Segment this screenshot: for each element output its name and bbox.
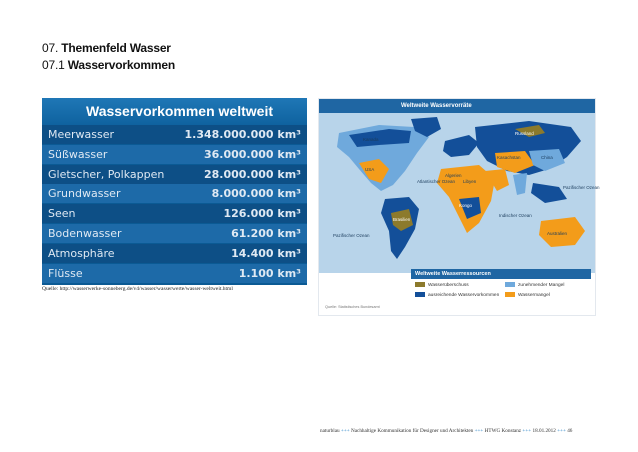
row-label: Flüsse <box>48 266 83 280</box>
row-value: 1.100 km³ <box>238 266 301 280</box>
row-value: 1.348.000.000 km³ <box>184 128 301 141</box>
row-label: Grundwasser <box>48 187 121 201</box>
legend-label: zunehmender Mangel <box>518 282 565 288</box>
footer-separator: +++ <box>557 428 566 434</box>
water-table <box>42 98 307 285</box>
table-row <box>42 244 307 263</box>
label-kongo: Kongo <box>459 203 473 208</box>
table-title: Wasservorkommen weltweit <box>42 98 307 125</box>
table-row <box>42 264 307 283</box>
section-title: Themenfeld Wasser <box>61 41 171 55</box>
subsection-heading <box>42 58 175 72</box>
legend-swatch <box>415 292 425 297</box>
table-row <box>42 125 307 144</box>
row-value: 8.000.000 km³ <box>211 187 301 201</box>
table-row <box>42 184 307 203</box>
footer-date: 18.01.2012 <box>532 428 556 434</box>
label-pacific-left: Pazifischer Ozean <box>333 233 370 238</box>
row-label: Seen <box>48 207 76 221</box>
row-value: 61.200 km³ <box>231 227 301 240</box>
world-map <box>319 113 600 273</box>
legend-label: Wasserüberschuss <box>428 282 469 288</box>
table-row <box>42 165 307 184</box>
legend-label: Wassermangel <box>518 292 550 298</box>
label-usa: USA <box>365 167 375 172</box>
label-kasachstan: Kasachstan <box>497 155 521 160</box>
footer-brand: naturblau <box>320 428 340 434</box>
row-label: Gletscher, Polkappen <box>48 167 165 181</box>
label-china: China <box>541 155 553 160</box>
row-value: 28.000.000 km³ <box>203 167 301 181</box>
label-kanada: Kanada <box>363 137 379 142</box>
map-source: Quelle: Statistisches Bundesamt <box>325 305 380 309</box>
table-row <box>42 145 307 164</box>
footer-institution: HTWG Konstanz <box>484 428 522 434</box>
footer-separator: +++ <box>340 428 350 434</box>
row-value: 14.400 km³ <box>231 246 301 260</box>
label-brasilien: Brasilien <box>393 217 411 222</box>
subsection-title: Wasservorkommen <box>67 58 175 72</box>
legend-title: Weltweite Wasserressourcen <box>411 269 591 279</box>
legend-swatch <box>505 292 515 297</box>
label-libyen: Libyen <box>463 179 477 184</box>
footer-separator: +++ <box>522 428 532 434</box>
page-footer <box>320 428 572 434</box>
section-heading <box>42 41 171 55</box>
map-legend <box>411 269 591 305</box>
section-number: 07. <box>42 41 59 55</box>
label-algerien: Algerien <box>445 173 462 178</box>
source-caption: Quelle: http://wasserwerke-sonneberg.de/v4/wasser/wasserwerte/wasser-weltweit.html <box>42 286 233 292</box>
row-label: Bodenwasser <box>48 227 122 240</box>
legend-item-sufficient <box>415 292 499 298</box>
label-pacific-right: Pazifischer Ozean <box>563 185 600 190</box>
legend-label: ausreichende Wasservorkommen <box>428 292 500 298</box>
label-russland: Russland <box>515 131 534 136</box>
label-atlantic: Atlantischer Ozean <box>417 179 456 184</box>
row-value: 126.000 km³ <box>223 207 301 221</box>
subsection-number: 07.1 <box>42 58 65 72</box>
footer-course: Nachhaltige Kommunikation für Designer und Architekten <box>350 428 474 434</box>
legend-item-increasing-scarcity <box>505 282 564 288</box>
label-australien: Australien <box>547 231 568 236</box>
footer-separator: +++ <box>474 428 484 434</box>
legend-swatch <box>505 282 515 287</box>
legend-swatch <box>415 282 425 287</box>
row-label: Meerwasser <box>48 128 115 141</box>
row-label: Süßwasser <box>48 147 108 161</box>
legend-item-scarcity <box>505 292 550 298</box>
footer-page-number: 46 <box>567 428 573 434</box>
label-indian: Indischer Ozean <box>499 213 532 218</box>
table-row <box>42 224 307 243</box>
map-title: Weltweite Wasservorräte <box>319 99 595 113</box>
world-map-panel <box>318 98 600 316</box>
row-label: Atmosphäre <box>48 246 115 260</box>
table-row <box>42 204 307 223</box>
row-value: 36.000.000 km³ <box>203 147 301 161</box>
legend-item-surplus <box>415 282 469 288</box>
